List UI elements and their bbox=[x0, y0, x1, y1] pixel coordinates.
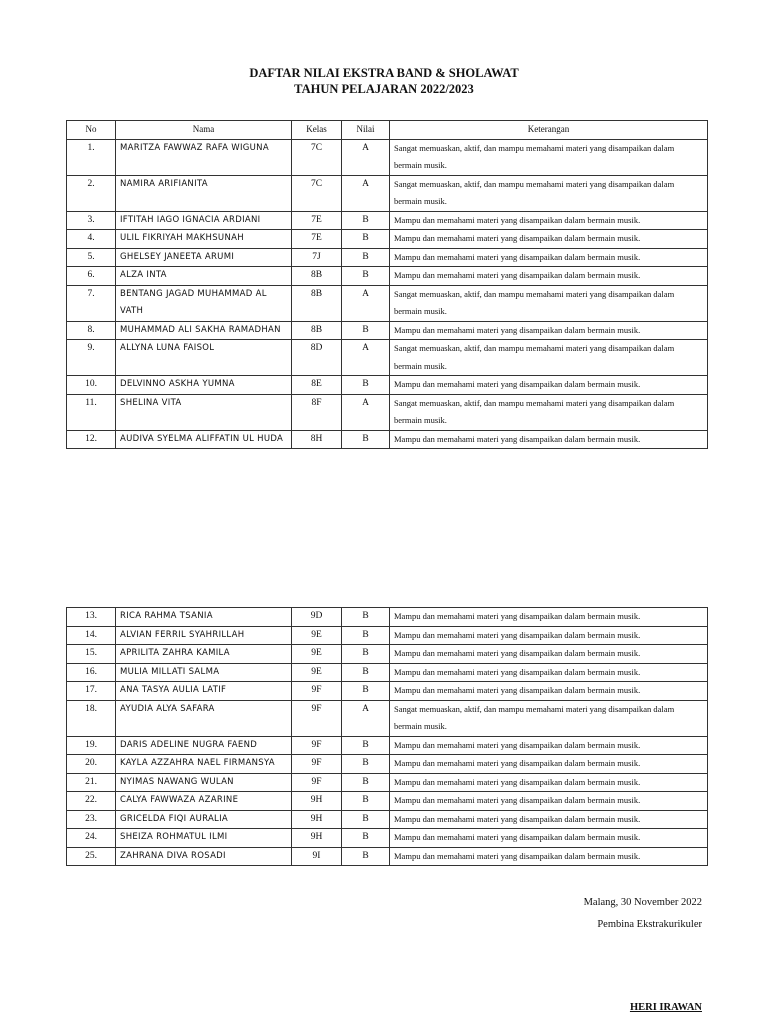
class-cell: 8E bbox=[292, 376, 342, 395]
grade-cell: B bbox=[342, 608, 390, 627]
row-number: 5. bbox=[67, 248, 116, 267]
class-cell: 8F bbox=[292, 394, 342, 430]
header-nama: Nama bbox=[116, 121, 292, 140]
student-name: ALLYNA LUNA FAISOL bbox=[116, 340, 292, 376]
remark-cell: Mampu dan memahami materi yang disampaikan dalam bermain musik. bbox=[390, 230, 708, 249]
table-body-part1 bbox=[67, 139, 708, 449]
remark-cell: Sangat memuaskan, aktif, dan mampu memahami materi yang disampaikan dalam bermain musik. bbox=[390, 394, 708, 430]
row-number: 2. bbox=[67, 175, 116, 211]
student-name: ULIL FIKRIYAH MAKHSUNAH bbox=[116, 230, 292, 249]
grade-cell: B bbox=[342, 321, 390, 340]
row-number: 11. bbox=[67, 394, 116, 430]
remark-cell: Mampu dan memahami materi yang disampaikan dalam bermain musik. bbox=[390, 645, 708, 664]
grade-cell: A bbox=[342, 700, 390, 736]
class-cell: 9F bbox=[292, 736, 342, 755]
grade-cell: A bbox=[342, 285, 390, 321]
class-cell: 9H bbox=[292, 829, 342, 848]
class-cell: 9E bbox=[292, 645, 342, 664]
class-cell: 7E bbox=[292, 230, 342, 249]
class-cell: 9F bbox=[292, 755, 342, 774]
table-row bbox=[67, 394, 708, 430]
student-name: APRILITA ZAHRA KAMILA bbox=[116, 645, 292, 664]
remark-cell: Mampu dan memahami materi yang disampaikan dalam bermain musik. bbox=[390, 430, 708, 449]
remark-cell: Mampu dan memahami materi yang disampaikan dalam bermain musik. bbox=[390, 736, 708, 755]
class-cell: 8B bbox=[292, 285, 342, 321]
grade-cell: A bbox=[342, 175, 390, 211]
remark-cell: Mampu dan memahami materi yang disampaikan dalam bermain musik. bbox=[390, 810, 708, 829]
student-name: MULIA MILLATI SALMA bbox=[116, 663, 292, 682]
table-row bbox=[67, 376, 708, 395]
row-number: 4. bbox=[67, 230, 116, 249]
grade-cell: B bbox=[342, 682, 390, 701]
table-row bbox=[67, 810, 708, 829]
table-row bbox=[67, 773, 708, 792]
grade-cell: B bbox=[342, 663, 390, 682]
table-row bbox=[67, 829, 708, 848]
table-header-row bbox=[67, 121, 708, 140]
grades-table-part1 bbox=[66, 120, 708, 449]
remark-cell: Mampu dan memahami materi yang disampaikan dalam bermain musik. bbox=[390, 626, 708, 645]
header-keterangan: Keterangan bbox=[390, 121, 708, 140]
row-number: 22. bbox=[67, 792, 116, 811]
grade-cell: B bbox=[342, 211, 390, 230]
class-cell: 8D bbox=[292, 340, 342, 376]
row-number: 13. bbox=[67, 608, 116, 627]
place-date: Malang, 30 November 2022 bbox=[583, 897, 702, 908]
row-number: 16. bbox=[67, 663, 116, 682]
class-cell: 7E bbox=[292, 211, 342, 230]
row-number: 10. bbox=[67, 376, 116, 395]
remark-cell: Sangat memuaskan, aktif, dan mampu memahami materi yang disampaikan dalam bermain musik. bbox=[390, 340, 708, 376]
grade-cell: B bbox=[342, 626, 390, 645]
row-number: 23. bbox=[67, 810, 116, 829]
remark-cell: Mampu dan memahami materi yang disampaikan dalam bermain musik. bbox=[390, 755, 708, 774]
row-number: 6. bbox=[67, 267, 116, 286]
table-row bbox=[67, 645, 708, 664]
class-cell: 9I bbox=[292, 847, 342, 866]
table-row bbox=[67, 682, 708, 701]
grade-cell: B bbox=[342, 736, 390, 755]
table-row bbox=[67, 663, 708, 682]
student-name: AYUDIA ALYA SAFARA bbox=[116, 700, 292, 736]
grade-cell: A bbox=[342, 394, 390, 430]
table-row bbox=[67, 626, 708, 645]
grade-cell: B bbox=[342, 267, 390, 286]
grade-cell: B bbox=[342, 248, 390, 267]
class-cell: 7C bbox=[292, 175, 342, 211]
header-nilai: Nilai bbox=[342, 121, 390, 140]
grade-cell: B bbox=[342, 829, 390, 848]
row-number: 20. bbox=[67, 755, 116, 774]
remark-cell: Mampu dan memahami materi yang disampaikan dalam bermain musik. bbox=[390, 792, 708, 811]
student-name: SHEIZA ROHMATUL ILMI bbox=[116, 829, 292, 848]
grade-cell: A bbox=[342, 139, 390, 175]
row-number: 9. bbox=[67, 340, 116, 376]
student-name: RICA RAHMA TSANIA bbox=[116, 608, 292, 627]
remark-cell: Sangat memuaskan, aktif, dan mampu memahami materi yang disampaikan dalam bermain musik. bbox=[390, 139, 708, 175]
header-no: No bbox=[67, 121, 116, 140]
table-row bbox=[67, 267, 708, 286]
remark-cell: Mampu dan memahami materi yang disampaikan dalam bermain musik. bbox=[390, 847, 708, 866]
student-name: DARIS ADELINE NUGRA FAEND bbox=[116, 736, 292, 755]
student-name: ZAHRANA DIVA ROSADI bbox=[116, 847, 292, 866]
row-number: 15. bbox=[67, 645, 116, 664]
student-name: MARITZA FAWWAZ RAFA WIGUNA bbox=[116, 139, 292, 175]
remark-cell: Mampu dan memahami materi yang disampaikan dalam bermain musik. bbox=[390, 248, 708, 267]
grades-table-part2 bbox=[66, 607, 708, 866]
student-name: IFTITAH IAGO IGNACIA ARDIANI bbox=[116, 211, 292, 230]
grade-cell: B bbox=[342, 847, 390, 866]
grade-cell: B bbox=[342, 376, 390, 395]
student-name: DELVINNO ASKHA YUMNA bbox=[116, 376, 292, 395]
class-cell: 9H bbox=[292, 810, 342, 829]
grade-cell: A bbox=[342, 340, 390, 376]
remark-cell: Sangat memuaskan, aktif, dan mampu memahami materi yang disampaikan dalam bermain musik. bbox=[390, 285, 708, 321]
table-row bbox=[67, 608, 708, 627]
table-row bbox=[67, 755, 708, 774]
student-name: NAMIRA ARIFIANITA bbox=[116, 175, 292, 211]
student-name: BENTANG JAGAD MUHAMMAD AL VATH bbox=[116, 285, 292, 321]
student-name: CALYA FAWWAZA AZARINE bbox=[116, 792, 292, 811]
student-name: GRICELDA FIQI AURALIA bbox=[116, 810, 292, 829]
student-name: MUHAMMAD ALI SAKHA RAMADHAN bbox=[116, 321, 292, 340]
class-cell: 9H bbox=[292, 792, 342, 811]
table-row bbox=[67, 211, 708, 230]
table-row bbox=[67, 285, 708, 321]
table-body-part2 bbox=[67, 608, 708, 866]
table-row bbox=[67, 847, 708, 866]
class-cell: 9E bbox=[292, 663, 342, 682]
grade-cell: B bbox=[342, 792, 390, 811]
remark-cell: Mampu dan memahami materi yang disampaikan dalam bermain musik. bbox=[390, 376, 708, 395]
table-row bbox=[67, 736, 708, 755]
table-row bbox=[67, 175, 708, 211]
class-cell: 9F bbox=[292, 700, 342, 736]
grade-cell: B bbox=[342, 645, 390, 664]
table-row bbox=[67, 139, 708, 175]
class-cell: 9F bbox=[292, 773, 342, 792]
table-row bbox=[67, 700, 708, 736]
row-number: 19. bbox=[67, 736, 116, 755]
grade-cell: B bbox=[342, 230, 390, 249]
remark-cell: Sangat memuaskan, aktif, dan mampu memahami materi yang disampaikan dalam bermain musik. bbox=[390, 175, 708, 211]
student-name: AUDIVA SYELMA ALIFFATIN UL HUDA bbox=[116, 430, 292, 449]
row-number: 25. bbox=[67, 847, 116, 866]
row-number: 18. bbox=[67, 700, 116, 736]
table-row bbox=[67, 248, 708, 267]
class-cell: 9D bbox=[292, 608, 342, 627]
student-name: NYIMAS NAWANG WULAN bbox=[116, 773, 292, 792]
student-name: ANA TASYA AULIA LATIF bbox=[116, 682, 292, 701]
class-cell: 7C bbox=[292, 139, 342, 175]
remark-cell: Mampu dan memahami materi yang disampaikan dalam bermain musik. bbox=[390, 682, 708, 701]
header-kelas: Kelas bbox=[292, 121, 342, 140]
grade-cell: B bbox=[342, 430, 390, 449]
remark-cell: Mampu dan memahami materi yang disampaikan dalam bermain musik. bbox=[390, 267, 708, 286]
row-number: 1. bbox=[67, 139, 116, 175]
student-name: KAYLA AZZAHRA NAEL FIRMANSYA bbox=[116, 755, 292, 774]
table-row bbox=[67, 792, 708, 811]
remark-cell: Mampu dan memahami materi yang disampaikan dalam bermain musik. bbox=[390, 773, 708, 792]
row-number: 7. bbox=[67, 285, 116, 321]
row-number: 24. bbox=[67, 829, 116, 848]
remark-cell: Mampu dan memahami materi yang disampaikan dalam bermain musik. bbox=[390, 663, 708, 682]
remark-cell: Mampu dan memahami materi yang disampaikan dalam bermain musik. bbox=[390, 829, 708, 848]
grade-cell: B bbox=[342, 755, 390, 774]
signer-name: HERI IRAWAN bbox=[629, 1002, 702, 1013]
table-row bbox=[67, 340, 708, 376]
document-title: DAFTAR NILAI EKSTRA BAND & SHOLAWAT bbox=[249, 66, 519, 80]
remark-cell: Mampu dan memahami materi yang disampaikan dalam bermain musik. bbox=[390, 211, 708, 230]
row-number: 21. bbox=[67, 773, 116, 792]
table-row bbox=[67, 430, 708, 449]
document-subtitle: TAHUN PELAJARAN 2022/2023 bbox=[294, 82, 474, 96]
student-name: SHELINA VITA bbox=[116, 394, 292, 430]
class-cell: 9F bbox=[292, 682, 342, 701]
student-name: ALZA INTA bbox=[116, 267, 292, 286]
signer-role: Pembina Ekstrakurikuler bbox=[597, 919, 702, 930]
row-number: 12. bbox=[67, 430, 116, 449]
remark-cell: Sangat memuaskan, aktif, dan mampu memahami materi yang disampaikan dalam bermain musik. bbox=[390, 700, 708, 736]
row-number: 14. bbox=[67, 626, 116, 645]
grade-cell: B bbox=[342, 810, 390, 829]
grade-cell: B bbox=[342, 773, 390, 792]
row-number: 8. bbox=[67, 321, 116, 340]
row-number: 3. bbox=[67, 211, 116, 230]
class-cell: 8B bbox=[292, 321, 342, 340]
remark-cell: Mampu dan memahami materi yang disampaikan dalam bermain musik. bbox=[390, 321, 708, 340]
class-cell: 8H bbox=[292, 430, 342, 449]
class-cell: 7J bbox=[292, 248, 342, 267]
student-name: ALVIAN FERRIL SYAHRILLAH bbox=[116, 626, 292, 645]
class-cell: 8B bbox=[292, 267, 342, 286]
class-cell: 9E bbox=[292, 626, 342, 645]
row-number: 17. bbox=[67, 682, 116, 701]
table-row bbox=[67, 230, 708, 249]
remark-cell: Mampu dan memahami materi yang disampaikan dalam bermain musik. bbox=[390, 608, 708, 627]
table-row bbox=[67, 321, 708, 340]
student-name: GHELSEY JANEETA ARUMI bbox=[116, 248, 292, 267]
